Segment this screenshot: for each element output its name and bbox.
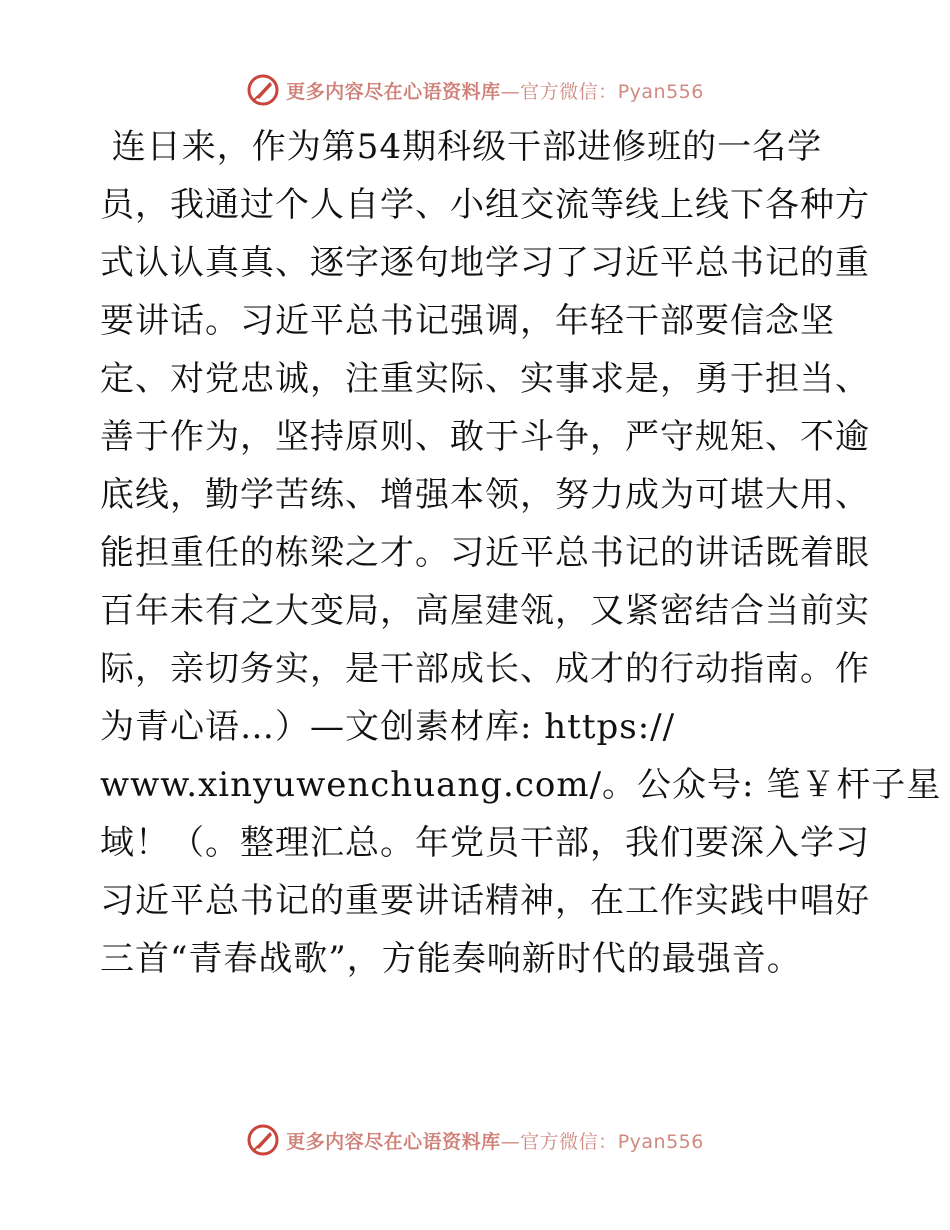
- body-line: 员，我通过个人自学、小组交流等线上线下各种方: [100, 185, 870, 225]
- body-line: 域！（。整理汇总。年党员干部，我们要深入学习: [100, 823, 870, 863]
- header-dash: —: [500, 80, 521, 103]
- body-line: 连日来，作为第54期科级干部进修班的一名学: [100, 127, 823, 167]
- footer-wechat-label: 官方微信：: [520, 1130, 618, 1153]
- header-banner-text: [286, 77, 704, 104]
- header-wechat-id: Pyan556: [617, 80, 704, 103]
- header-wechat-label: 官方微信：: [520, 80, 618, 103]
- article-body: [100, 118, 942, 988]
- footer-brand: 更多内容尽在心语资料库: [286, 1130, 501, 1153]
- footer-banner: [0, 1120, 950, 1160]
- body-line: 要讲话。习近平总书记强调，年轻干部要信念坚: [100, 301, 835, 341]
- feather-logo-icon: [246, 73, 280, 107]
- body-line: 式认认真真、逐字逐句地学习了习近平总书记的重: [100, 243, 870, 283]
- body-line: 习近平总书记的重要讲话精神，在工作实践中唱好: [100, 881, 870, 921]
- body-line: 底线，勤学苦练、增强本领，努力成为可堪大用、: [100, 475, 870, 515]
- feather-logo-icon: [246, 1123, 280, 1157]
- body-line: 善于作为，坚持原则、敢于斗争，严守规矩、不逾: [100, 417, 870, 457]
- body-line: 为青心语…）—文创素材库: https://: [100, 707, 676, 747]
- body-line: 三首“青春战歌”，方能奏响新时代的最强音。: [100, 939, 802, 979]
- body-line: 定、对党忠诚，注重实际、实事求是，勇于担当、: [100, 359, 870, 399]
- body-line: www.xinyuwenchuang.com/。公众号: 笔￥杆子星: [100, 765, 942, 805]
- body-line: 际，亲切务实，是干部成长、成才的行动指南。作: [100, 649, 870, 689]
- header-brand: 更多内容尽在心语资料库: [286, 80, 501, 103]
- body-line: 能担重任的栋梁之才。习近平总书记的讲话既着眼: [100, 533, 870, 573]
- footer-banner-text: [286, 1127, 704, 1154]
- footer-wechat-id: Pyan556: [617, 1130, 704, 1153]
- header-banner: [0, 70, 950, 110]
- footer-dash: —: [500, 1130, 521, 1153]
- body-line: 百年未有之大变局，高屋建瓴，又紧密结合当前实: [100, 591, 870, 631]
